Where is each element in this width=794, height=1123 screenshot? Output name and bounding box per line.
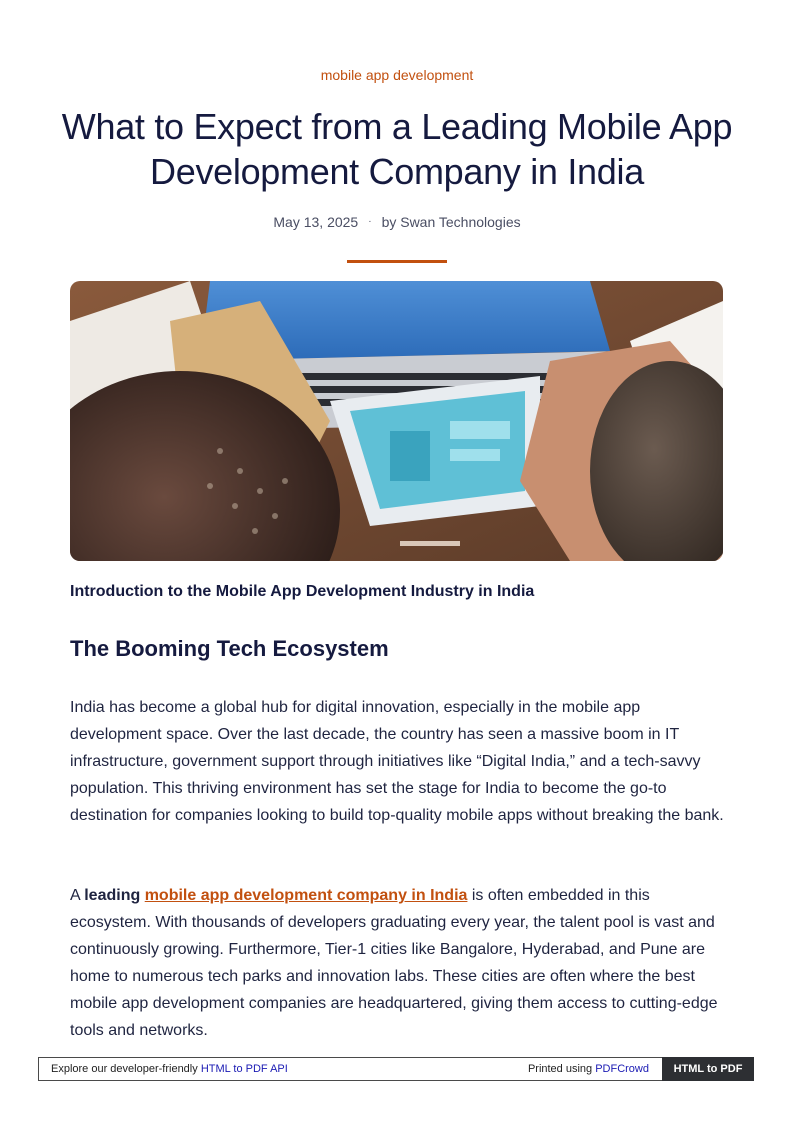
paragraph-lead-in: A — [70, 887, 85, 904]
company-link[interactable]: mobile app development company in India — [144, 887, 468, 904]
paragraph-body: is often embedded in this ecosystem. With thousands of developers graduating every year, the talent pool is vast and continuously growing. Furthermore, Tier-1 cities like Bangalore, Hyderabad, and Pune are home to numerous tech parks and innovation labs. These cities are often where the best mobile app development companies are headquartered, giving them access to cutting-edge tools and networks. — [70, 887, 718, 1039]
hero-illustration — [70, 281, 723, 561]
pdfcrowd-link[interactable]: PDFCrowd — [595, 1063, 649, 1075]
meta-separator: · — [368, 216, 372, 227]
html-to-pdf-button[interactable]: HTML to PDF — [662, 1057, 754, 1081]
html-to-pdf-api-link[interactable]: HTML to PDF API — [200, 1063, 288, 1075]
intro-heading: Introduction to the Mobile App Development Industry in India — [70, 583, 535, 600]
section-heading: The Booming Tech Ecosystem — [70, 636, 389, 661]
hero-image — [70, 281, 723, 561]
paragraph-leading-company — [70, 882, 728, 1044]
article-title: What to Expect from a Leading Mobile App Development Company in India — [61, 106, 733, 192]
footer-printed-using — [528, 1063, 649, 1075]
article-meta — [0, 214, 794, 230]
footer-promo-text: Explore our developer-friendly — [51, 1063, 201, 1075]
footer-printed-text: Printed using — [527, 1063, 596, 1075]
author-byline[interactable]: by Swan Technologies — [381, 214, 521, 230]
pdf-footer-bar — [38, 1057, 754, 1081]
title-divider — [347, 260, 447, 263]
paragraph-ecosystem: India has become a global hub for digital innovation, especially in the mobile app development space. Over the last decade, the country has seen a massive boom in IT infrastructure, government support through initiatives like “Digital India,” and a tech-savvy population. This thriving environment has set the stage for India to become the go-to destination for companies looking to build top-quality mobile apps without breaking the bank. — [70, 699, 724, 824]
bold-leading: leading — [84, 887, 141, 904]
publish-date: May 13, 2025 — [273, 214, 359, 230]
article-category[interactable]: mobile app development — [320, 67, 474, 83]
footer-promo — [51, 1063, 288, 1075]
